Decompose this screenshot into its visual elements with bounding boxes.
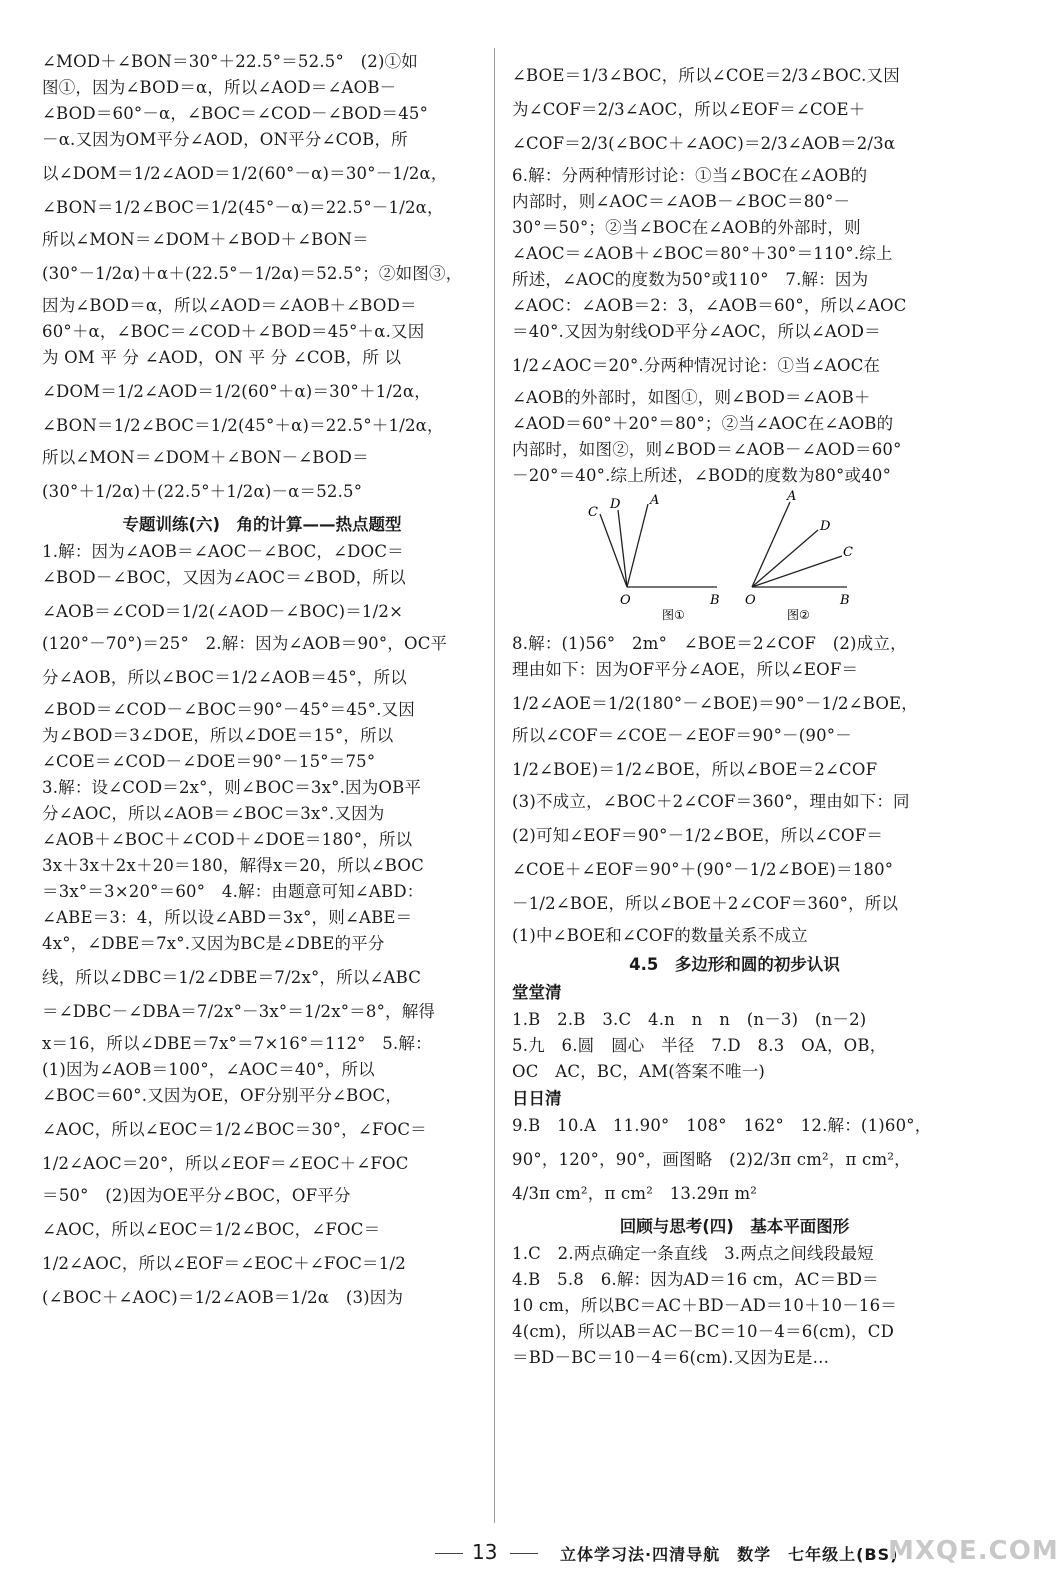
text-line: 4.B 5.8 6.解：因为AD＝16 cm，AC＝BD＝: [512, 1270, 879, 1289]
text-line: －α.又因为OM平分∠AOD，ON平分∠COB，所: [42, 130, 408, 149]
text-line: 分∠AOC，所以∠AOB＝∠BOC＝3x°.又因为: [42, 804, 385, 823]
text-line: 所以∠MON＝∠DOM＋∠BOD＋∠BON＝: [42, 230, 369, 249]
text-line: 10 cm，所以BC＝AC＋BD－AD＝10＋10－16＝: [512, 1296, 898, 1315]
text-line: 分∠AOB，所以∠BOC＝1/2∠AOB＝45°，所以: [42, 668, 407, 687]
text-line: 所以∠MON＝∠DOM＋∠BON－∠BOD＝: [42, 448, 369, 467]
text-line: 1.C 2.两点确定一条直线 3.两点之间线段最短: [512, 1244, 874, 1263]
fig1-label-c: C: [588, 505, 598, 520]
section-title: 回顾与思考(四) 基本平面图形: [619, 1217, 850, 1236]
text-line: 4/3π cm²，π cm² 13.29π m²: [512, 1184, 758, 1203]
text-line: ∠BOD－∠BOC，又因为∠AOC＝∠BOD，所以: [42, 568, 406, 587]
text-line: OC AC，BC，AM(答案不唯一): [512, 1062, 766, 1081]
text-line: ＝3x°＝3×20°＝60° 4.解：由题意可知∠ABD：: [42, 882, 424, 901]
text-line: 1/2∠BOE)＝1/2∠BOE，所以∠BOE＝2∠COF: [512, 760, 878, 779]
left-column: [42, 52, 482, 1320]
text-line: 以∠DOM＝1/2∠AOD＝1/2(60°－α)＝30°－1/2α，: [42, 164, 448, 183]
text-line: 图①，因为∠BOD＝α，所以∠AOD＝∠AOB－: [42, 78, 397, 97]
text-line: (120°－70°)＝25° 2.解：因为∠AOB＝90°，OC平: [42, 634, 448, 653]
fig1-caption: 图①: [662, 608, 685, 622]
text-line: 1.B 2.B 3.C 4.n n n (n－3) (n－2): [512, 1010, 867, 1029]
text-line: 理由如下：因为OF平分∠AOE，所以∠EOF＝: [512, 660, 859, 679]
text-line: 3x＋3x＋2x＋20＝180，解得x＝20，所以∠BOC: [42, 856, 424, 875]
figure-1: [588, 493, 720, 622]
text-line: (1)因为∠AOB＝100°，∠AOC＝40°，所以: [42, 1060, 375, 1079]
page-number: 13: [472, 1540, 498, 1564]
fig1-label-a: A: [650, 493, 660, 508]
right-lines-a: [512, 66, 957, 486]
fig2-label-b: B: [840, 593, 850, 608]
text-line: 1/2∠AOE＝1/2(180°－∠BOE)＝90°－1/2∠BOE，: [512, 694, 918, 713]
text-line: (30°－1/2α)＋α＋(22.5°－1/2α)＝52.5°；②如图③，: [42, 264, 463, 283]
text-line: ∠AOB＝∠COD＝1/2(∠AOD－∠BOC)＝1/2×: [42, 602, 404, 621]
text-line: ∠COE＋∠EOF＝90°＋(90°－1/2∠BOE)＝180°: [512, 860, 894, 879]
text-line: ∠BOD＝∠COD－∠BOC＝90°－45°＝45°.又因: [42, 700, 415, 719]
text-line: 30°＝50°；②当∠BOC在∠AOB的外部时，则: [512, 218, 861, 237]
text-line: 为 OM 平 分 ∠AOD，ON 平 分 ∠COB，所 以: [42, 348, 402, 367]
fig2-label-d: D: [820, 519, 831, 534]
text-line: 1/2∠AOC，所以∠EOF＝∠EOC＋∠FOC＝1/2: [42, 1254, 406, 1273]
text-line: 1.解：因为∠AOB＝∠AOC－∠BOC，∠DOC＝: [42, 542, 404, 561]
text-line: 1/2∠AOC＝20°，所以∠EOF＝∠EOC＋∠FOC: [42, 1154, 409, 1173]
book-title: 立体学习法·四清导航 数学 七年级上(BS): [560, 1545, 899, 1564]
fig2-label-o: O: [745, 593, 756, 608]
angle-diagram: [582, 489, 882, 622]
section-title: 4.5 多边形和圆的初步认识: [629, 955, 840, 974]
text-line: 6.解：分两种情形讨论：①当∠BOC在∠AOB的: [512, 166, 868, 185]
text-line: 5.九 6.圆 圆心 半径 7.D 8.3 OA，OB，: [512, 1036, 887, 1055]
text-line: ∠AOC，所以∠EOC＝1/2∠BOC＝30°，∠FOC＝: [42, 1120, 427, 1139]
text-line: 60°＋α，∠BOC＝∠COD＋∠BOD＝45°＋α.又因: [42, 322, 425, 341]
text-line: 1/2∠AOC＝20°.分两种情况讨论：①当∠AOC在: [512, 356, 881, 375]
text-line: 所述，∠AOC的度数为50°或110° 7.解：因为: [512, 270, 869, 289]
text-line: 因为∠BOD＝α，所以∠AOD＝∠AOB＋∠BOD＝: [42, 296, 417, 315]
text-line: ＝∠DBC－∠DBA＝7/2x°－3x°＝1/2x°＝8°，解得: [42, 1002, 436, 1021]
text-line: 为∠COF＝2/3∠AOC，所以∠EOF＝∠COE＋: [512, 100, 866, 119]
right-lines-b: [512, 634, 957, 946]
text-line: ∠AOD＝60°＋20°＝80°；②当∠AOC在∠AOB的: [512, 414, 894, 433]
text-line: ＝40°.又因为射线OD平分∠AOC，所以∠AOD＝: [512, 322, 881, 341]
text-line: ∠BON＝1/2∠BOC＝1/2(45°－α)＝22.5°－1/2α，: [42, 198, 444, 217]
text-line: ∠BON＝1/2∠BOC＝1/2(45°＋α)＝22.5°＋1/2α，: [42, 416, 444, 435]
text-line: ∠BOC＝60°.又因为OE，OF分别平分∠BOC，: [42, 1086, 403, 1105]
section-title: 专题训练(六) 角的计算——热点题型: [122, 515, 402, 534]
subtitle-tangtangqing: 堂堂清: [512, 983, 562, 1002]
text-line: (30°＋1/2α)＋(22.5°＋1/2α)－α＝52.5°: [42, 482, 363, 501]
left-lines-a: [42, 52, 482, 502]
right-lines-c: [512, 1010, 957, 1082]
text-line: 所以∠COF＝∠COE－∠EOF＝90°－(90°－: [512, 726, 852, 745]
text-line: 线，所以∠DBC＝1/2∠DBE＝7/2x°，所以∠ABC: [42, 968, 422, 987]
column-divider: [494, 48, 495, 1523]
text-line: 90°，120°，90°，画图略 (2)2/3π cm²，π cm²，: [512, 1150, 911, 1169]
text-line: 内部时，如图②，则∠BOD＝∠AOB－∠AOD＝60°: [512, 440, 902, 459]
text-line: x＝16，所以∠DBE＝7x°＝7×16°＝112° 5.解：: [42, 1034, 432, 1053]
text-line: (2)可知∠EOF＝90°－1/2∠BOE，所以∠COF＝: [512, 826, 884, 845]
text-line: ＝BD－BC＝10－4＝6(cm).又因为E是…: [512, 1348, 830, 1367]
text-line: ∠AOB的外部时，如图①，则∠BOD＝∠AOB＋: [512, 388, 871, 407]
text-line: (∠BOC＋∠AOC)＝1/2∠AOB＝1/2α (3)因为: [42, 1288, 404, 1307]
fig1-label-b: B: [710, 593, 720, 608]
text-line: 为∠BOD＝3∠DOE，所以∠DOE＝15°，所以: [42, 726, 394, 745]
text-line: ∠ABE＝3：4，所以设∠ABD＝3x°，则∠ABE＝: [42, 908, 413, 927]
text-line: 4x°，∠DBE＝7x°.又因为BC是∠DBE的平分: [42, 934, 385, 953]
text-line: ∠COF＝2/3(∠BOC＋∠AOC)＝2/3∠AOB＝2/3α: [512, 134, 896, 153]
text-line: 9.B 10.A 11.90° 108° 162° 12.解：(1)60°，: [512, 1116, 932, 1135]
fig2-label-a: A: [787, 489, 797, 504]
text-line: ∠BOE＝1/3∠BOC，所以∠COE＝2/3∠BOC.又因: [512, 66, 900, 85]
right-column: [512, 52, 957, 1374]
text-line: ∠AOC：∠AOB＝2：3，∠AOB＝60°，所以∠AOC: [512, 296, 907, 315]
footer-dash-left: [435, 1553, 463, 1554]
text-line: ∠MOD＋∠BON＝30°＋22.5°＝52.5° (2)①如: [42, 52, 418, 71]
text-line: 4(cm)，所以AB＝AC－BC＝10－4＝6(cm)，CD: [512, 1322, 895, 1341]
figure-2: [745, 489, 853, 622]
subtitle-ririqing: 日日清: [512, 1089, 562, 1108]
text-line: ∠AOC＝∠AOB＋∠BOC＝80°＋30°＝110°.综上: [512, 244, 893, 263]
text-line: (1)中∠BOE和∠COF的数量关系不成立: [512, 926, 808, 945]
text-line: －20°＝40°.综上所述，∠BOD的度数为80°或40°: [512, 466, 892, 485]
text-line: ∠COE＝∠COD－∠DOE＝90°－15°＝75°: [42, 752, 376, 771]
text-line: 3.解：设∠COD＝2x°，则∠BOC＝3x°.因为OB平: [42, 778, 422, 797]
text-line: ∠AOB＋∠BOC＋∠COD＋∠DOE＝180°，所以: [42, 830, 413, 849]
text-line: －1/2∠BOE，所以∠BOE＋2∠COF＝360°，所以: [512, 894, 899, 913]
fig1-label-d: D: [610, 497, 621, 512]
fig2-label-c: C: [843, 545, 853, 560]
right-lines-e: [512, 1244, 957, 1368]
text-line: ∠AOC，所以∠EOC＝1/2∠BOC，∠FOC＝: [42, 1220, 381, 1239]
footer-dash-right: [510, 1553, 538, 1554]
text-line: 内部时，则∠AOC＝∠AOB－∠BOC＝80°－: [512, 192, 851, 211]
right-lines-d: [512, 1116, 957, 1204]
text-line: ＝50° (2)因为OE平分∠BOC，OF平分: [42, 1186, 351, 1205]
fig1-label-o: O: [620, 593, 631, 608]
angle-figures: [512, 489, 957, 624]
fig2-caption: 图②: [787, 608, 810, 622]
text-line: ∠BOD＝60°－α，∠BOC＝∠COD－∠BOD＝45°: [42, 104, 429, 123]
text-line: ∠DOM＝1/2∠AOD＝1/2(60°＋α)＝30°＋1/2α，: [42, 382, 431, 401]
text-line: 8.解：(1)56° 2m° ∠BOE＝2∠COF (2)成立，: [512, 634, 907, 653]
left-lines-b: [42, 542, 482, 1308]
page-footer: [0, 1538, 1026, 1568]
site-watermark: MXQE.COM: [888, 1536, 1059, 1566]
text-line: (3)不成立，∠BOC＋2∠COF＝360°，理由如下：同: [512, 792, 910, 811]
